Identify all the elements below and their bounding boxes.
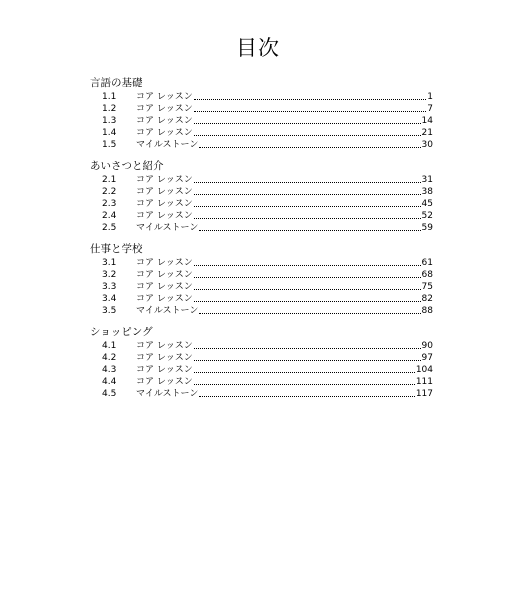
entry-page-number: 45 bbox=[421, 199, 433, 209]
toc-entry[interactable] bbox=[90, 305, 433, 317]
entry-number: 4.3 bbox=[102, 365, 117, 375]
entry-page-number: 38 bbox=[421, 187, 433, 197]
dot-leader bbox=[194, 360, 421, 361]
toc-entry[interactable] bbox=[90, 364, 433, 376]
dot-leader bbox=[199, 147, 420, 148]
dot-leader bbox=[194, 348, 421, 349]
entry-page-number: 104 bbox=[415, 365, 433, 375]
entry-page-number: 88 bbox=[421, 306, 433, 316]
toc-entry[interactable] bbox=[90, 222, 433, 234]
dot-leader bbox=[199, 396, 414, 397]
chapter-title: ショッピング bbox=[90, 326, 153, 338]
entry-page-number: 14 bbox=[421, 116, 433, 126]
entry-number: 3.5 bbox=[102, 306, 117, 316]
entry-number: 2.3 bbox=[102, 199, 117, 209]
entry-label: コア レッスン bbox=[136, 377, 193, 387]
dot-leader bbox=[194, 182, 421, 183]
entry-number: 3.1 bbox=[102, 258, 117, 268]
entry-label: コア レッスン bbox=[136, 270, 193, 280]
entry-label: コア レッスン bbox=[136, 116, 193, 126]
entry-page-number: 21 bbox=[421, 128, 433, 138]
toc-entry[interactable] bbox=[90, 257, 433, 269]
dot-leader bbox=[194, 277, 421, 278]
entry-label: コア レッスン bbox=[136, 282, 193, 292]
entry-number: 1.5 bbox=[102, 140, 117, 150]
entry-label: コア レッスン bbox=[136, 104, 193, 114]
chapter-title: あいさつと紹介 bbox=[90, 160, 164, 172]
entry-page-number: 75 bbox=[421, 282, 433, 292]
entry-number: 4.1 bbox=[102, 341, 117, 351]
entry-number: 3.2 bbox=[102, 270, 117, 280]
entry-number: 1.4 bbox=[102, 128, 117, 138]
toc-entry[interactable] bbox=[90, 293, 433, 305]
toc-entry[interactable] bbox=[90, 269, 433, 281]
entry-page-number: 1 bbox=[427, 92, 433, 102]
entry-page-number: 61 bbox=[421, 258, 433, 268]
entry-label: コア レッスン bbox=[136, 128, 193, 138]
entry-label: コア レッスン bbox=[136, 175, 193, 185]
toc-entry[interactable] bbox=[90, 352, 433, 364]
entry-label: マイルストーン bbox=[136, 223, 199, 233]
entry-page-number: 59 bbox=[421, 223, 433, 233]
dot-leader bbox=[194, 135, 421, 136]
entry-label: コア レッスン bbox=[136, 353, 193, 363]
dot-leader bbox=[194, 218, 421, 219]
dot-leader bbox=[194, 206, 421, 207]
entry-page-number: 7 bbox=[427, 104, 433, 114]
dot-leader bbox=[194, 265, 421, 266]
entry-page-number: 30 bbox=[421, 140, 433, 150]
toc-chapter bbox=[90, 242, 433, 317]
toc-entry[interactable] bbox=[90, 210, 433, 222]
dot-leader bbox=[199, 313, 420, 314]
toc-entry[interactable] bbox=[90, 376, 433, 388]
entry-page-number: 97 bbox=[421, 353, 433, 363]
entry-number: 1.2 bbox=[102, 104, 117, 114]
entry-page-number: 90 bbox=[421, 341, 433, 351]
dot-leader bbox=[194, 111, 426, 112]
toc-chapter bbox=[90, 325, 433, 400]
entry-label: マイルストーン bbox=[136, 306, 199, 316]
entry-number: 3.4 bbox=[102, 294, 117, 304]
toc-entry[interactable] bbox=[90, 91, 433, 103]
entry-number: 4.4 bbox=[102, 377, 117, 387]
dot-leader bbox=[194, 194, 421, 195]
toc-entry[interactable] bbox=[90, 139, 433, 151]
table-of-contents bbox=[90, 76, 433, 408]
entry-label: マイルストーン bbox=[136, 140, 199, 150]
toc-entry[interactable] bbox=[90, 186, 433, 198]
toc-chapter bbox=[90, 159, 433, 234]
dot-leader bbox=[194, 301, 421, 302]
entry-number: 4.2 bbox=[102, 353, 117, 363]
dot-leader bbox=[194, 384, 415, 385]
entry-number: 1.3 bbox=[102, 116, 117, 126]
toc-chapter bbox=[90, 76, 433, 151]
entry-page-number: 111 bbox=[415, 377, 433, 387]
dot-leader bbox=[194, 289, 421, 290]
entry-label: コア レッスン bbox=[136, 199, 193, 209]
page-title: 目次 bbox=[236, 36, 280, 60]
toc-entry[interactable] bbox=[90, 115, 433, 127]
toc-entry[interactable] bbox=[90, 340, 433, 352]
entry-number: 2.2 bbox=[102, 187, 117, 197]
entry-label: コア レッスン bbox=[136, 341, 193, 351]
toc-entry[interactable] bbox=[90, 174, 433, 186]
entry-label: コア レッスン bbox=[136, 294, 193, 304]
entry-number: 2.4 bbox=[102, 211, 117, 221]
entry-page-number: 52 bbox=[421, 211, 433, 221]
toc-entry[interactable] bbox=[90, 281, 433, 293]
entry-page-number: 68 bbox=[421, 270, 433, 280]
toc-entry[interactable] bbox=[90, 388, 433, 400]
chapter-title: 仕事と学校 bbox=[90, 243, 143, 255]
entry-label: コア レッスン bbox=[136, 211, 193, 221]
entry-page-number: 31 bbox=[421, 175, 433, 185]
entry-label: コア レッスン bbox=[136, 92, 193, 102]
entry-page-number: 82 bbox=[421, 294, 433, 304]
entry-number: 1.1 bbox=[102, 92, 117, 102]
entry-number: 2.5 bbox=[102, 223, 117, 233]
dot-leader bbox=[199, 230, 420, 231]
dot-leader bbox=[194, 123, 421, 124]
entry-number: 4.5 bbox=[102, 389, 117, 399]
entry-label: マイルストーン bbox=[136, 389, 199, 399]
entry-number: 3.3 bbox=[102, 282, 117, 292]
entry-label: コア レッスン bbox=[136, 187, 193, 197]
entry-number: 2.1 bbox=[102, 175, 117, 185]
entry-page-number: 117 bbox=[415, 389, 433, 399]
entry-label: コア レッスン bbox=[136, 365, 193, 375]
entry-label: コア レッスン bbox=[136, 258, 193, 268]
dot-leader bbox=[194, 372, 415, 373]
dot-leader bbox=[194, 99, 426, 100]
toc-entry[interactable] bbox=[90, 127, 433, 139]
toc-entry[interactable] bbox=[90, 198, 433, 210]
toc-entry[interactable] bbox=[90, 103, 433, 115]
chapter-title: 言語の基礎 bbox=[90, 77, 143, 89]
